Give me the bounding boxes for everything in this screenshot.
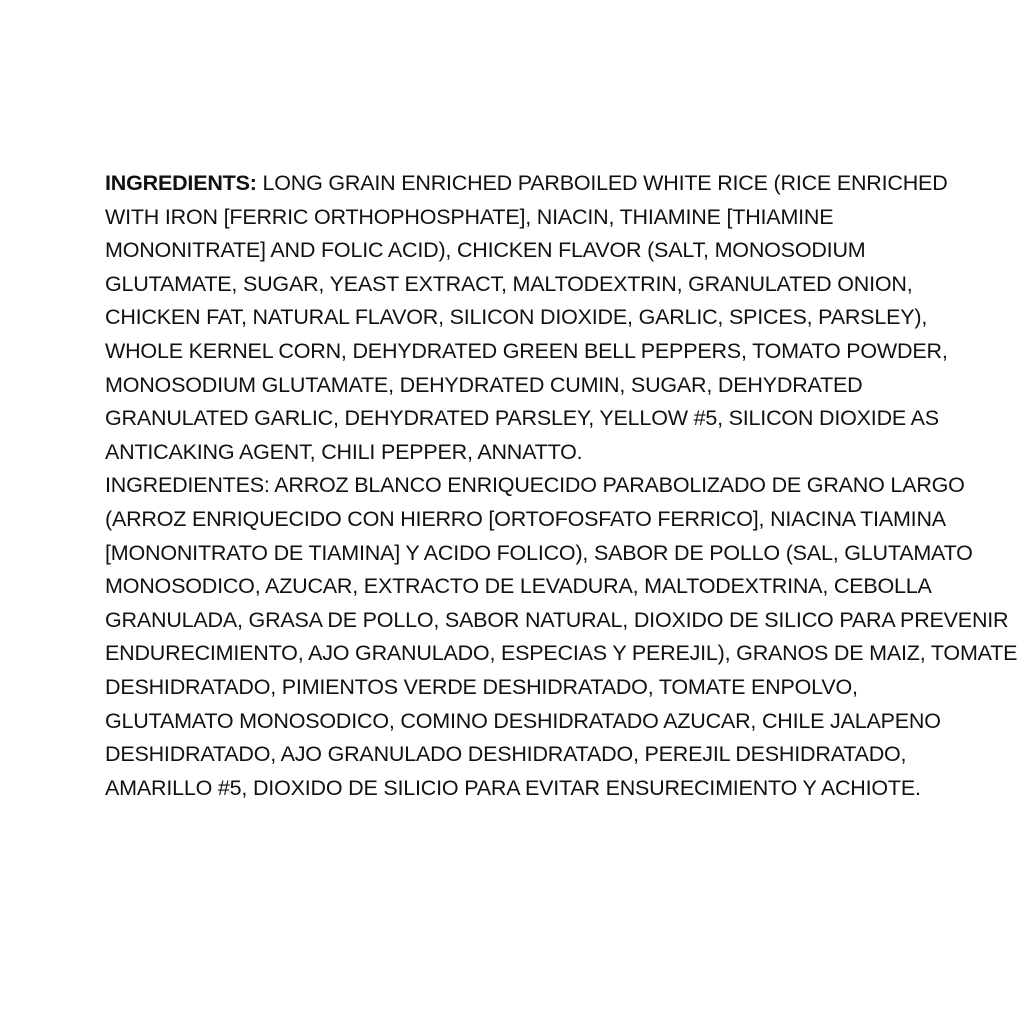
ingredients-line: GRANULATED GARLIC, DEHYDRATED PARSLEY, YELLOW #5, SILICON DIOXIDE AS <box>105 406 939 431</box>
ingredientes-line: AMARILLO #5, DIOXIDO DE SILICIO PARA EVITAR ENSURECIMIENTO Y ACHIOTE. <box>105 775 921 800</box>
ingredients-line: CHICKEN FAT, NATURAL FLAVOR, SILICON DIOXIDE, GARLIC, SPICES, PARSLEY), <box>105 305 928 330</box>
ingredients-line <box>105 167 948 201</box>
ingredients-text: LONG GRAIN ENRICHED PARBOILED WHITE RICE (RICE ENRICHED <box>256 171 948 195</box>
ingredientes-line: [MONONITRATO DE TIAMINA] Y ACIDO FOLICO), SABOR DE POLLO (SAL, GLUTAMATO <box>105 540 973 565</box>
ingredientes-line: ENDURECIMIENTO, AJO GRANULADO, ESPECIAS Y PEREJIL), GRANOS DE MAIZ, TOMATE <box>105 641 1018 666</box>
ingredients-english <box>105 167 948 469</box>
ingredients-spanish <box>105 469 1018 805</box>
ingredients-line: WHOLE KERNEL CORN, DEHYDRATED GREEN BELL PEPPERS, TOMATO POWDER, <box>105 338 948 363</box>
ingredients-line: ANTICAKING AGENT, CHILI PEPPER, ANNATTO. <box>105 439 583 464</box>
ingredientes-line: MONOSODICO, AZUCAR, EXTRACTO DE LEVADURA, MALTODEXTRINA, CEBOLLA <box>105 574 932 599</box>
ingredientes-line: GRANULADA, GRASA DE POLLO, SABOR NATURAL, DIOXIDO DE SILICO PARA PREVENIR <box>105 607 1009 632</box>
ingredients-label <box>105 167 1018 805</box>
ingredients-line: MONONITRATE] AND FOLIC ACID), CHICKEN FLAVOR (SALT, MONOSODIUM <box>105 238 866 263</box>
ingredients-line: WITH IRON [FERRIC ORTHOPHOSPHATE], NIACIN, THIAMINE [THIAMINE <box>105 204 834 229</box>
ingredients-heading: INGREDIENTS: <box>105 171 257 195</box>
ingredients-line: MONOSODIUM GLUTAMATE, DEHYDRATED CUMIN, SUGAR, DEHYDRATED <box>105 372 863 397</box>
ingredients-line: GLUTAMATE, SUGAR, YEAST EXTRACT, MALTODEXTRIN, GRANULATED ONION, <box>105 271 913 296</box>
ingredientes-line: DESHIDRATADO, PIMIENTOS VERDE DESHIDRATADO, TOMATE ENPOLVO, <box>105 674 858 699</box>
ingredientes-line: (ARROZ ENRIQUECIDO CON HIERRO [ORTOFOSFATO FERRICO], NIACINA TIAMINA <box>105 506 946 531</box>
ingredientes-line: GLUTAMATO MONOSODICO, COMINO DESHIDRATADO AZUCAR, CHILE JALAPENO <box>105 708 941 733</box>
ingredientes-line: DESHIDRATADO, AJO GRANULADO DESHIDRATADO, PEREJIL DESHIDRATADO, <box>105 742 907 767</box>
ingredientes-line: INGREDIENTES: ARROZ BLANCO ENRIQUECIDO PARABOLIZADO DE GRANO LARGO <box>105 473 965 498</box>
